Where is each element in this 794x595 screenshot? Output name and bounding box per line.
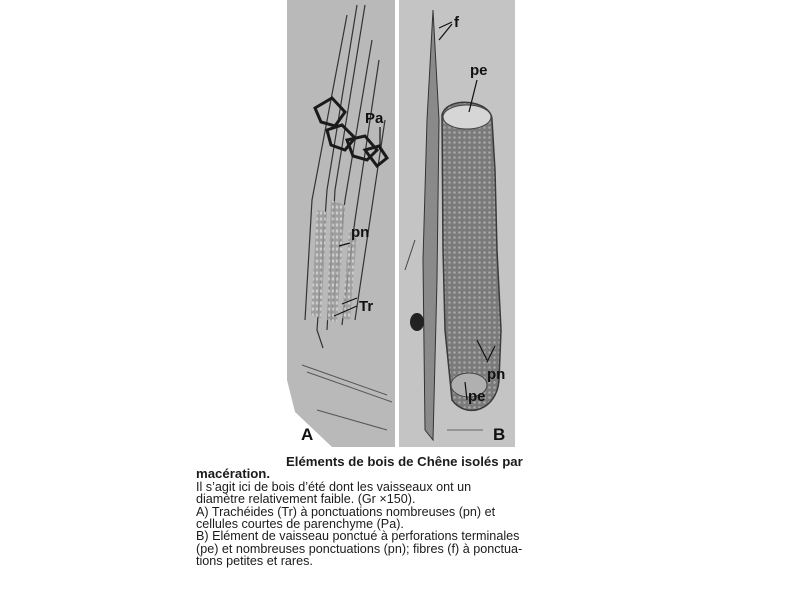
caption-item-b-line1: B) Elément de vaisseau ponctué à perforations terminales [196,529,520,544]
caption-title [196,456,628,481]
label-pe-top: pe [470,62,488,79]
panel-a-letter: A [301,425,314,444]
vessel-element [442,102,501,410]
caption-item-a [196,506,628,531]
caption-body-line2: diamètre relativement faible. (Gr ×150). [196,492,416,507]
caption-item-b-line3: tions petites et rares. [196,554,313,569]
caption-body-line1: Il s’agit ici de bois d’été dont les vaisseaux ont un [196,479,472,494]
figure-plate [287,0,515,447]
caption-item-a-line2: cellules courtes de parenchyme (Pa). [196,517,404,532]
label-pa: Pa [365,110,384,127]
caption-title-line2: macération. [196,466,271,482]
caption-item-a-line1: A) Trachéides (Tr) à ponctuations nombreuses (pn) et [196,504,496,519]
caption-item-b [196,530,628,567]
label-f: f [454,14,459,31]
label-tr: Tr [359,298,374,315]
label-pn-b: pn [487,366,506,383]
figure-caption [196,456,628,568]
label-pn-a: pn [351,224,370,241]
caption-title-line1: Eléments de bois de Chêne isolés par [286,454,523,469]
caption-item-b-line2: (pe) et nombreuses ponctuations (pn); fibres (f) à ponctua- [196,541,523,556]
caption-body [196,481,628,506]
panel-b-letter: B [493,425,506,444]
label-pe-bottom: pe [468,388,486,405]
